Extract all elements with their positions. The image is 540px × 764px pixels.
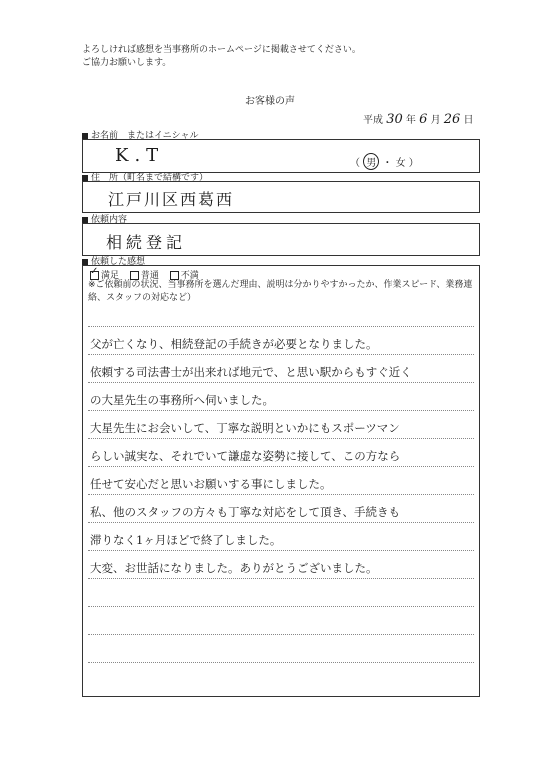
comment-line-4: 大星先生にお会いして、丁寧な説明といかにもスポーツマン [90,421,400,435]
square-bullet-icon [82,217,88,223]
intro-line-2: ご協力お願いします。 [82,58,172,68]
comment-line-8: 滞りなく1ヶ月ほどで終了しました。 [90,533,282,547]
intro-line-1: よろしければ感想を当事務所のホームページに掲載させてください。 [82,45,361,55]
ruled-line [88,494,474,495]
ruled-line [88,662,474,663]
intro-text [82,44,502,70]
option-unsatisfied: 不満 [170,271,199,281]
date-day-unit: 日 [463,115,474,126]
square-bullet-icon [82,259,88,265]
comment-line-2: 依頼する司法書士が出来れば地元で、と思い駅からもすぐ近く [90,365,412,379]
ruled-line [88,438,474,439]
request-section-label: 依頼内容 [82,212,127,225]
ruled-line [88,578,474,579]
comment-line-3: の大星先生の事務所へ伺いました。 [90,393,274,407]
gender-male-circled: 男 [363,153,379,170]
gender-separator: ・ [382,158,393,169]
name-section-label: お名前 またはイニシャル [82,128,198,141]
impression-note: ※ご依頼前の状況、当事務所を選んだ理由、説明は分かりやすかったか、作業スピード、業務連絡、スタッフの対応など） [88,280,473,303]
page-title: お客様の声 [245,96,295,107]
gender-female: 女 [395,158,406,169]
ruled-line [88,606,474,607]
option-normal: 普通 [130,271,159,281]
date-year-unit: 年 [405,115,416,126]
comment-line-7: 私、他のスタッフの方々も丁寧な対応をして頂き、手続きも [90,505,401,519]
option-satisfied: ✓満足 [90,271,119,281]
date-era: 平成 [363,115,383,126]
address-section-label: 住 所（町名まで結構です） [82,170,208,183]
name-value: K.T [115,145,165,166]
ruled-line [88,410,474,411]
square-bullet-icon [82,175,88,181]
gender-selector: （ 男 ・ 女 ） [350,153,419,170]
ruled-line [88,382,474,383]
ruled-line [88,466,474,467]
comment-line-5: らしい誠実な、それでいて謙虚な姿勢に接して、この方なら [90,449,401,463]
date-year: 30 [386,112,403,127]
impression-section-label: 依頼した感想 [82,254,145,267]
ruled-line [88,522,474,523]
date-day: 26 [443,112,461,127]
date [363,111,474,127]
ruled-line [88,634,474,635]
comment-line-9: 大変、お世話になりました。ありがとうございました。 [90,561,378,575]
square-bullet-icon [82,133,88,139]
ruled-line [88,326,474,327]
address-value: 江戸川区西葛西 [108,190,235,209]
ruled-line [88,354,474,355]
comment-line-1: 父が亡くなり、相続登記の手続きが必要となりました。 [90,337,378,351]
comment-line-6: 任せて安心だと思いお願いする事にしました。 [90,477,332,491]
request-value: 相続登記 [106,233,187,252]
date-month-unit: 月 [430,115,441,126]
date-month: 6 [419,112,428,127]
ruled-line [88,550,474,551]
